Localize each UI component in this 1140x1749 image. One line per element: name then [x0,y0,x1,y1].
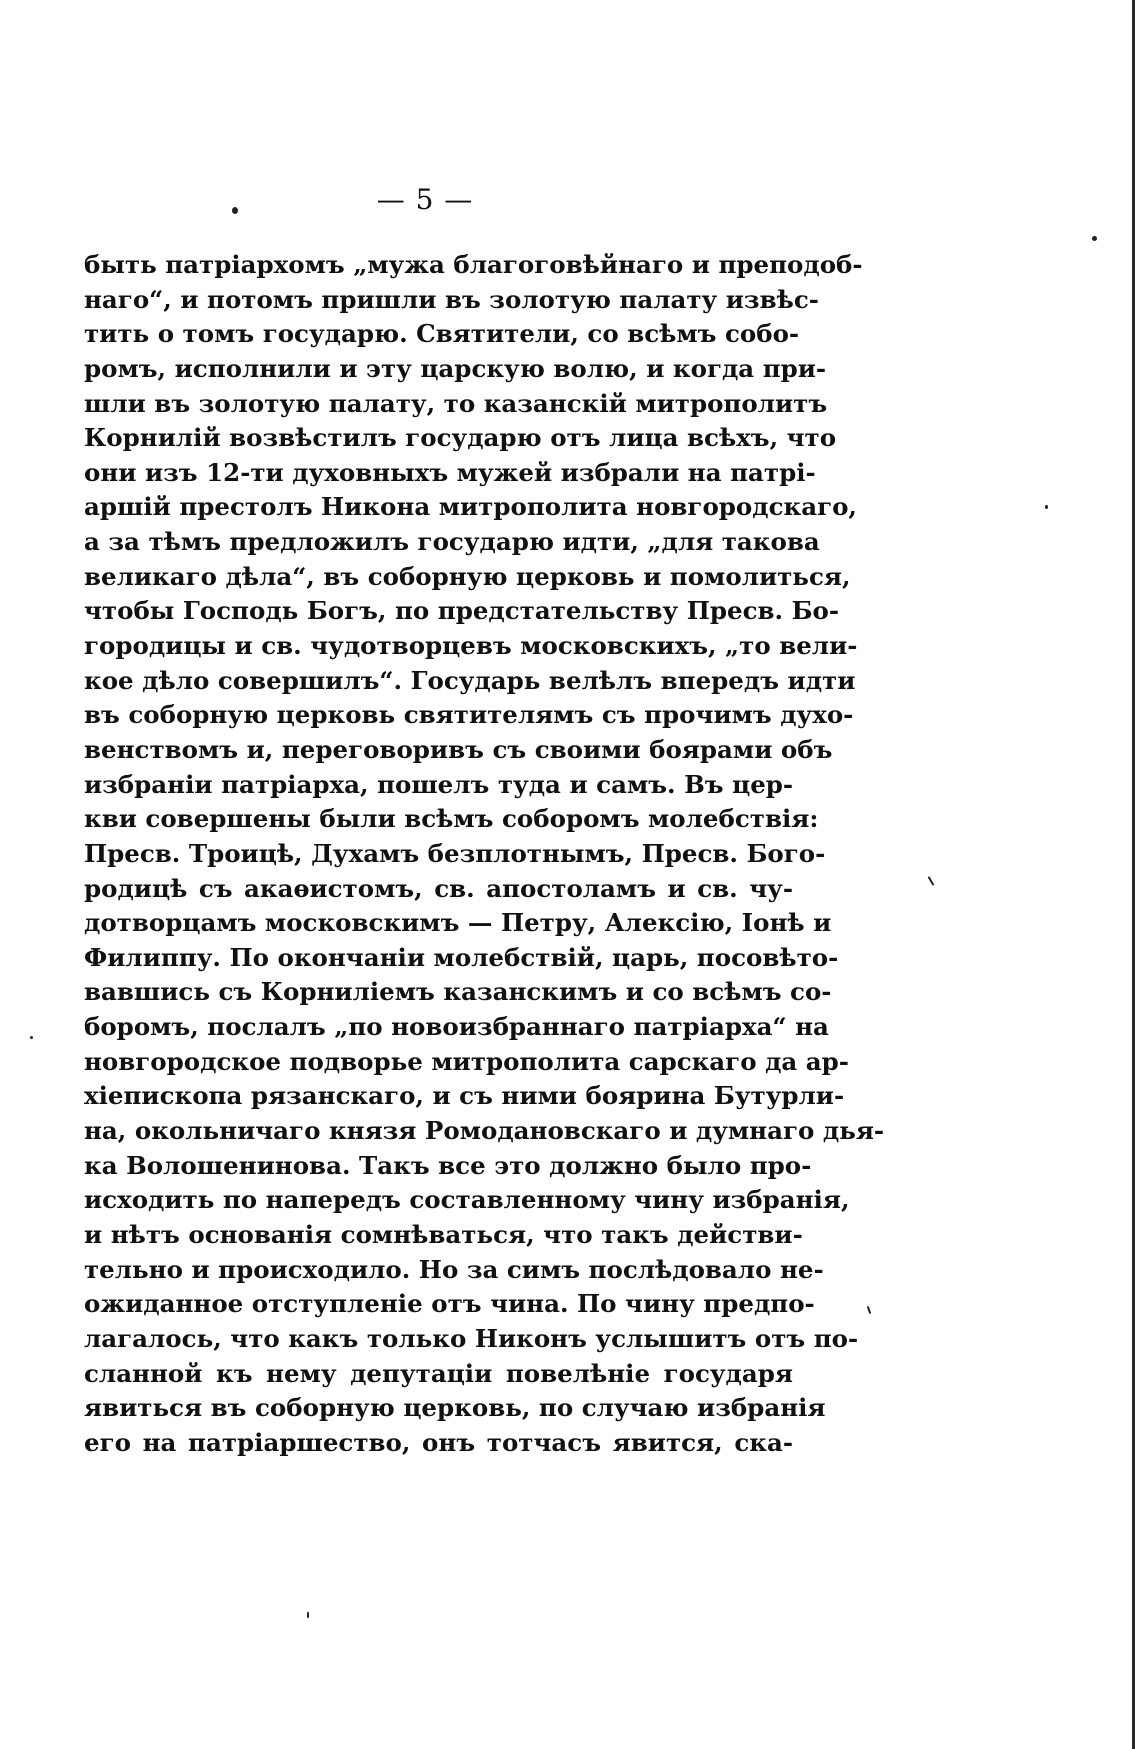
text-line: Пресв. Троицѣ, Духамъ безплотнымъ, Пресв. Бого- [84,838,826,868]
text-line: тельно и происходило. Но за симъ послѣдовало не- [84,1254,824,1284]
page-edge-line [1132,0,1135,1749]
text-line: исходить по напередъ составленному чину избранія, [84,1185,850,1215]
text-line: его на патріаршество, онъ тотчасъ явится, ска- [84,1427,793,1457]
text-line: ожиданное отступленіе отъ чина. По чину предпо- [84,1289,815,1319]
text-line: они изъ 12-ти духовныхъ мужей избрали на патрі- [84,457,816,487]
text-line: тить о томъ государю. Святители, со всѣмъ собо- [84,319,800,349]
text-line: Корнилій возвѣстилъ государю отъ лица всѣхъ, что [84,423,837,453]
text-line: Филиппу. По окончаніи молебствій, царь, посовѣто- [84,942,839,972]
text-line: ромъ, исполнили и эту царскую волю, и когда при- [84,353,827,383]
text-line: ка Волошенинова. Такъ все это должно было про- [84,1150,812,1180]
print-speck [928,876,935,886]
text-line: городицы и св. чудотворцевъ московскихъ, „то вели- [84,631,858,661]
text-line: явиться въ соборную церковь, по случаю избранія [84,1393,826,1423]
print-speck [1092,236,1097,241]
text-line: чтобы Господь Богъ, по предстательству Пресв. Бо- [84,596,840,626]
text-line: хіепископа рязанскаго, и съ ними боярина Бутурли- [84,1081,845,1111]
text-line: великаго дѣла“, въ соборную церковь и помолиться, [84,561,851,591]
text-line: кое дѣло совершилъ“. Государь велѣлъ впередъ идти [84,665,856,695]
text-line: кви совершены были всѣмъ соборомъ молебствія: [84,804,819,834]
text-line: быть патріархомъ „мужа благоговѣйнаго и преподоб- [84,250,863,279]
text-line: родицѣ съ акаѳистомъ, св. апостоламъ и св. чу- [84,873,793,903]
text-line: въ соборную церковь святителямъ съ прочимъ духо- [84,700,854,730]
print-speck [867,1306,872,1314]
page-number: — 5 — [376,183,474,216]
text-line: лагалось, что какъ только Никонъ услышитъ отъ по- [84,1323,859,1353]
text-line: наго“, и потомъ пришли въ золотую палату извѣс- [84,284,819,314]
text-line: и нѣтъ основанія сомнѣваться, что такъ действи- [84,1219,803,1249]
text-line: на, окольничаго князя Ромодановскаго и думнаго дья- [84,1116,885,1146]
text-line: избраніи патріарха, пошелъ туда и самъ. Въ цер- [84,769,794,799]
text-line: венствомъ и, переговоривъ съ своими боярами объ [84,734,833,764]
body-text [84,248,885,1460]
text-line: вавшись съ Корниліемъ казанскимъ и со всѣмъ со- [84,977,832,1007]
text-line: боромъ, послалъ „по новоизбраннаго патріарха“ на [84,1012,829,1042]
text-line: а за тѣмъ предложилъ государю идти, „для такова [84,527,820,557]
text-line: шли въ золотую палату, то казанскій митрополитъ [84,388,828,418]
text-line: новгородское подворье митрополита сарскаго да ар- [84,1046,849,1076]
print-speck [307,1612,309,1618]
text-line: сланной къ нему депутаціи повелѣніе государя [84,1358,793,1388]
print-speck [232,207,238,214]
text-line: дотворцамъ московскимъ — Петру, Алексію, Іонѣ и [84,908,832,938]
text-line: аршій престолъ Никона митрополита новгородскаго, [84,492,857,522]
print-speck [1045,505,1048,509]
print-speck [30,1036,33,1039]
